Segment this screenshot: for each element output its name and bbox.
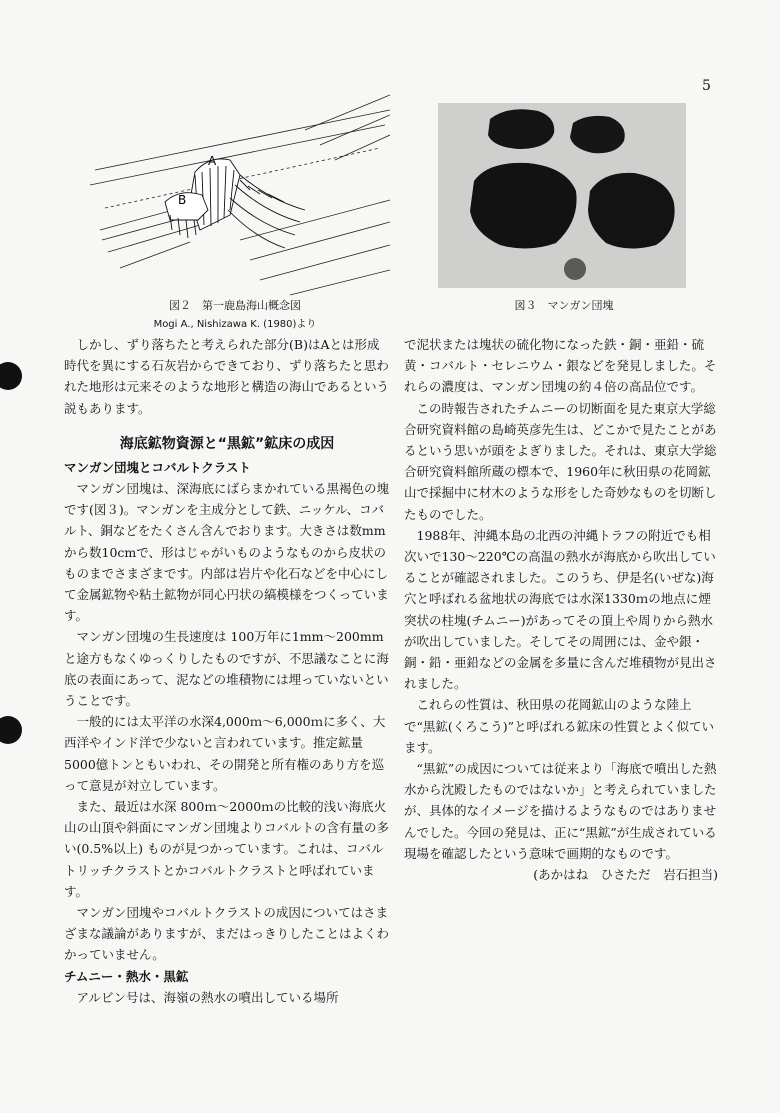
paragraph: で泥状または塊状の硫化物になった鉄・銅・亜鉛・硫黄・コバルト・セレニウム・銀などを発見しました。それらの濃度は、マンガン団塊の約４倍の高品位です。 bbox=[404, 337, 717, 395]
subheading: チムニー・熱水・黒鉱 bbox=[64, 968, 189, 984]
right-column bbox=[404, 334, 718, 885]
manganese-nodule-photo bbox=[438, 103, 686, 288]
paragraph: アルビン号は、海嶺の熱水の噴出している場所 bbox=[76, 989, 339, 1005]
punch-hole-top bbox=[0, 362, 22, 390]
figure2-credit: Mogi A., Nishizawa K. (1980)より bbox=[153, 319, 317, 330]
paragraph: マンガン団塊やコバルトクラストの成因についてはさまざまな議論がありますが、まだはっきりしたことはよくわかっていません。 bbox=[64, 905, 390, 963]
paragraph: これらの性質は、秋田県の花岡鉱山のような陸上で“黒鉱(くろこう)”と呼ばれる鉱床の性質とよく似ています。 bbox=[404, 697, 715, 755]
label-b: B bbox=[178, 193, 187, 207]
figure3-caption: 図３ マンガン団塊 bbox=[514, 299, 614, 312]
author-credit: (あかはね ひさただ 岩石担当) bbox=[533, 867, 718, 883]
figure2-caption-block bbox=[100, 297, 370, 330]
nodule-4 bbox=[588, 173, 675, 249]
seamount-diagram bbox=[90, 90, 390, 300]
paragraph: 一般的には太平洋の水深4,000ｍ〜6,000ｍに多く、大西洋やインド洋で少ないと言われています。推定鉱量5000億トンともいわれ、その開発と所有権のあり方を巡って意見が対立しています。 bbox=[64, 714, 386, 793]
paragraph: “黒鉱”の成因については従来より「海底で噴出した熱水から沈殿したものではないか」と考えられていましたが、具体的なイメージを描けるようなものではありませんでした。今回の発見は、正に“黒鉱”が生成されている現場を確認したという意味で画期的なものです。 bbox=[404, 761, 717, 861]
nodule-3 bbox=[470, 163, 577, 249]
paragraph: マンガン団塊の生長速度は 100万年に1mm〜200mmと途方もなくゆっくりしたものですが、不思議なことに海底の表面にあって、泥などの堆積物には埋っていないということです。 bbox=[64, 629, 389, 709]
paragraph: 1988年、沖縄本島の北西の沖縄トラフの附近でも相次いで130〜220℃の高温の熱水が海底から吹出していることが確認されました。このうち、伊是名(いぜな)海穴と呼ばれる盆地状の海底では水深1330ｍの地点に煙突状の柱塊(チムニー)があってその頂上や周りから熱水が吹出していました。そしてその周囲には、金や銀・銅・鉛・亜鉛などの金属を多量に含んだ堆積物が見出されました。 bbox=[404, 527, 717, 692]
nodule-1 bbox=[488, 109, 554, 149]
page-number: 5 bbox=[702, 78, 711, 94]
paragraph: また、最近は水深 800ｍ〜2000ｍの比較的浅い海底火山の山頂や斜面にマンガン団塊よりコバルトの含有量の多い(0.5%以上) ものが見つかっています。これは、コバルトリッチクラストとかコバルトクラストと呼ばれています。 bbox=[64, 799, 390, 899]
paragraph: しかし、ずり落ちたと考えられた部分(B)はAとは形成時代を異にする石灰岩からできており、ずり落ちたと思われた地形は元来そのような地形と構造の海山であるという説もあります。 bbox=[64, 337, 390, 416]
block-b bbox=[165, 193, 208, 220]
subheading: マンガン団塊とコバルトクラスト bbox=[64, 459, 251, 475]
seafloor-slope bbox=[95, 110, 390, 170]
left-column bbox=[64, 334, 390, 1008]
figure2-caption: 図２ 第一鹿島海山概念図 bbox=[169, 299, 301, 312]
paragraph: マンガン団塊は、深海底にばらまかれている黒褐色の塊です(図３)。マンガンを主成分として鉄、ニッケル、コバルト、銅などをたくさん含んでおります。大きさは数mmから数10cmで、形はじゃがいものようなものから皮状のものまでさまざまです。内部は岩片や化石などを中心にして金属鉱物や粘土鉱物が同心円状の縞模様をつくっています。 bbox=[64, 481, 390, 624]
label-a: A bbox=[208, 154, 217, 168]
punch-hole-bottom bbox=[0, 716, 22, 744]
coin bbox=[564, 258, 586, 280]
paragraph: この時報告されたチムニーの切断面を見た東京大学総合研究資料館の島崎英彦先生は、どこかで見たことがあるという思いが頭をよぎりました。それは、東京大学総合研究資料館所蔵の標本で、1960年に秋田県の花岡鉱山で採掘中に材木のような形をした奇妙なものを切断したものでした。 bbox=[404, 400, 717, 522]
section-title: 海底鉱物資源と“黒鉱”鉱床の成因 bbox=[119, 435, 335, 452]
